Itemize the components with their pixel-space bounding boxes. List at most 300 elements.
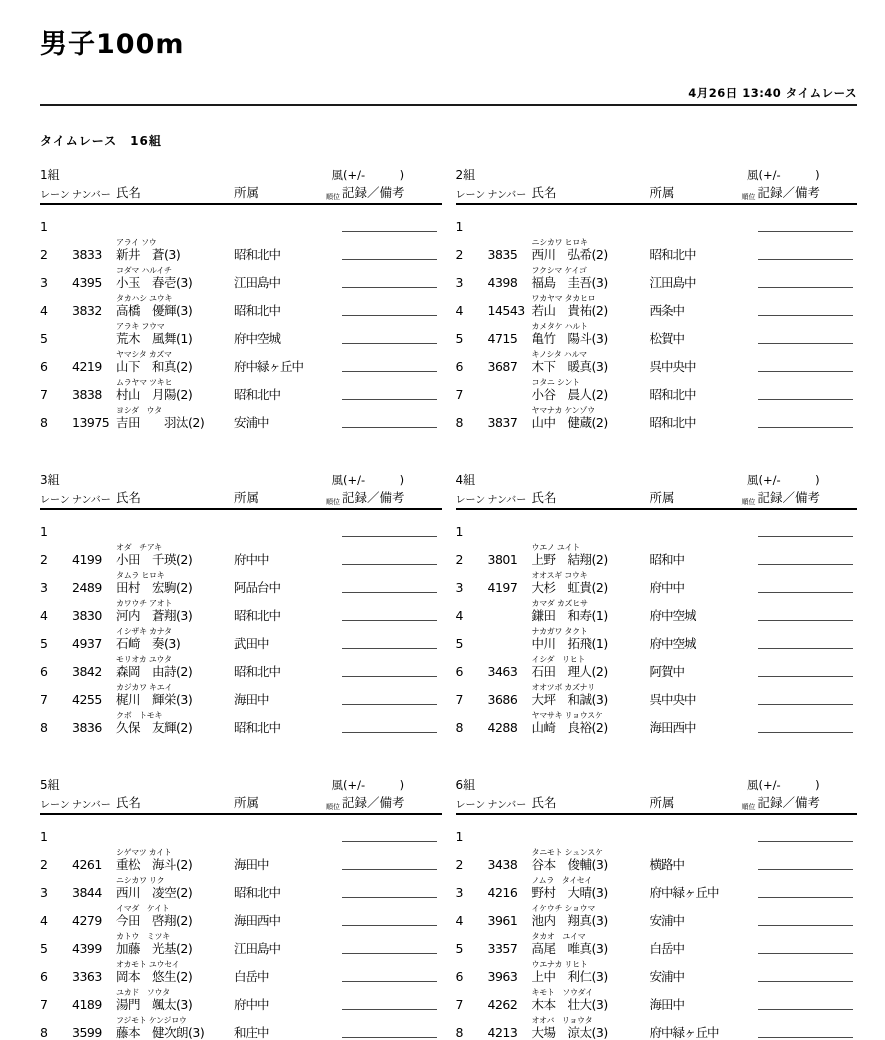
header-rule [40,85,857,106]
athlete-name-cell [116,711,234,735]
club-name: 安浦中 [234,415,269,430]
athlete-name: 今田 啓翔(2) [116,913,193,928]
wind-column-label: 風(+/- ) [331,168,405,182]
record-underline [342,426,437,428]
record-underline [758,342,853,344]
athlete-row [456,984,858,1012]
athlete-name-cell [532,266,650,290]
record-underline [342,563,437,565]
lane-number: 6 [455,359,464,374]
lane-number: 4 [455,913,464,928]
bib-number: 4213 [487,1025,518,1040]
club-column-header: 所属 [234,490,260,505]
furigana-label: ヨシダ ウタ [116,406,162,415]
record-underline [758,230,853,232]
athlete-row [40,872,442,900]
lane-number: 2 [455,857,464,872]
athlete-name: 岡本 悠生(2) [116,969,193,984]
name-column-header: 氏名 [116,490,142,505]
name-column-header: 氏名 [116,185,142,200]
lane-number: 5 [455,331,464,346]
record-underline [342,675,437,677]
athlete-name: 鎌田 和寿(1) [531,608,608,623]
number-column-header: ナンバー [487,800,527,811]
record-underline [342,980,437,982]
athlete-row [40,679,442,707]
athlete-row [456,514,858,539]
lane-number: 3 [40,275,48,290]
record-underline [758,647,853,649]
record-underline [758,731,853,733]
athlete-row [40,623,442,651]
lane-column-header: レーン [40,495,70,506]
athlete-name: 小谷 晨人(2) [531,387,608,402]
bib-number: 3363 [72,969,102,984]
furigana-label: ナカガワ タクト [531,627,588,636]
athlete-name-cell [116,932,234,956]
furigana-label: カトウ ミツキ [116,932,170,941]
heat-header [40,779,442,792]
athlete-name-cell [116,406,234,430]
club-name: 昭和北中 [234,387,281,402]
bib-number: 3838 [72,387,102,402]
athlete-row [456,374,858,402]
club-name: 昭和北中 [649,387,696,402]
athlete-row [40,900,442,928]
record-underline [758,591,853,593]
record-underline [342,924,437,926]
bib-number: 3833 [72,247,102,262]
furigana-label: ヤマナカ ケンゾウ [531,406,595,415]
bib-number: 13975 [72,415,110,430]
record-column-header: 記録／備考 [757,185,821,200]
furigana-label: カワウチ アオト [116,599,173,608]
athlete-row [40,567,442,595]
bib-number: 3801 [487,552,518,567]
lane-number: 8 [40,720,48,735]
club-name: 松賀中 [649,331,685,346]
athlete-name-cell [116,543,234,567]
record-underline [342,952,437,954]
furigana-label: コタニ シント [531,378,580,387]
club-name: 府中中 [234,997,269,1012]
record-underline [758,896,853,898]
club-name: 海田西中 [649,720,696,735]
heat-block [40,779,442,1040]
athlete-row [40,956,442,984]
athlete-name: 山中 健蔵(2) [531,415,608,430]
club-name: 海田中 [234,857,269,872]
record-underline [342,398,437,400]
athlete-name: 福島 圭吾(3) [531,275,608,290]
club-name: 安浦中 [649,913,685,928]
lane-column-header: レーン [455,190,486,201]
athlete-name-cell [532,599,650,623]
lane-number: 8 [40,415,48,430]
athlete-row [456,290,858,318]
athlete-name: 新井 蒼(3) [116,247,181,262]
heat-number-label: 4組 [455,473,476,487]
column-header-row [40,183,442,205]
furigana-label: アライ ソウ [116,238,157,247]
bib-number: 3463 [487,664,518,679]
lane-number: 5 [455,941,464,956]
athlete-name-cell [116,904,234,928]
club-name: 府中空城 [649,636,696,651]
athlete-name: 池内 翔真(3) [531,913,608,928]
heat-rows [40,514,442,735]
lane-number: 5 [40,636,48,651]
record-underline [342,535,437,537]
furigana-label: イケウチ ショウマ [531,904,596,913]
athlete-name: 大杉 虹貴(2) [531,580,608,595]
athlete-row [456,844,858,872]
lane-number: 4 [455,303,464,318]
heat-block [40,169,442,430]
heat-header [456,779,858,792]
bib-number: 3832 [72,303,102,318]
wind-column-label: 風(+/- ) [331,473,405,487]
lane-number: 2 [40,247,48,262]
athlete-name: 梶川 輝栄(3) [116,692,193,707]
bib-number: 3836 [72,720,102,735]
record-underline [758,1036,853,1038]
athlete-name-cell [116,238,234,262]
furigana-label: カマダ カズヒサ [531,599,588,608]
athlete-name-cell [532,406,650,430]
athlete-row [456,318,858,346]
record-column-header: 記録／備考 [342,795,405,810]
athlete-row [456,872,858,900]
club-name: 昭和北中 [649,247,696,262]
lane-number: 3 [40,885,48,900]
athlete-name-cell [532,350,650,374]
bib-number: 3961 [487,913,518,928]
club-name: 白岳中 [649,941,685,956]
rank-column-header: 順位 [326,803,340,811]
club-name: 昭和北中 [649,415,696,430]
athlete-name-cell [532,876,650,900]
lane-number: 2 [455,552,464,567]
heat-number-label: 3組 [40,473,60,487]
furigana-label: フクシマ ケイゴ [531,266,587,275]
athlete-row [456,209,858,234]
furigana-label: カメタケ ハルト [531,322,588,331]
furigana-label: ユカド ソウタ [116,988,170,997]
athlete-name-cell [116,960,234,984]
lane-number: 4 [40,913,48,928]
bib-number: 3837 [487,415,518,430]
athlete-row [456,595,858,623]
athlete-name-cell [532,904,650,928]
athlete-row [40,234,442,262]
heat-block [456,474,858,735]
athlete-name: 荒木 風舞(1) [116,331,193,346]
bib-number: 3835 [487,247,518,262]
athlete-row [40,651,442,679]
lane-number: 7 [455,692,464,707]
bib-number: 3830 [72,608,102,623]
furigana-label: キノシタ ハルマ [531,350,587,359]
athlete-name: 中川 拓飛(1) [531,636,608,651]
furigana-label: ウエノ ユイト [531,543,580,552]
athlete-row [456,234,858,262]
furigana-label: タニモト シュンスケ [531,848,603,857]
athlete-name-cell [116,655,234,679]
athlete-row [456,679,858,707]
heat-rows [456,209,858,430]
furigana-label: ノムラ タイセイ [531,876,592,885]
athlete-row [456,651,858,679]
lane-number: 7 [455,387,464,402]
athlete-row [40,707,442,735]
athlete-row [40,346,442,374]
heat-number-label: 1組 [40,168,60,182]
lane-number: 5 [40,331,48,346]
heat-number-label: 2組 [455,168,476,182]
bib-number: 4197 [487,580,518,595]
bib-number: 3599 [72,1025,102,1040]
athlete-row [456,346,858,374]
lane-column-header: レーン [40,800,70,811]
club-name: 阿品台中 [234,580,281,595]
bib-number: 4395 [72,275,102,290]
heat-block [456,169,858,430]
athlete-name-cell [116,683,234,707]
athlete-name-cell [116,988,234,1012]
lane-number: 3 [455,275,464,290]
athlete-name-cell [532,543,650,567]
athlete-name: 村山 月陽(2) [116,387,193,402]
heat-block [456,779,858,1040]
lane-column-header: レーン [40,190,70,201]
lane-column-header: レーン [455,495,486,506]
bib-number: 3963 [487,969,518,984]
club-name: 昭和北中 [234,608,281,623]
athlete-row [40,374,442,402]
club-name: 和庄中 [234,1025,269,1040]
athlete-name: 吉田 羽汰(2) [116,415,205,430]
lane-number: 3 [455,580,464,595]
athlete-name: 上中 利仁(3) [531,969,608,984]
record-underline [758,952,853,954]
furigana-label: イマダ ケイト [116,904,170,913]
athlete-name: 重松 海斗(2) [116,857,193,872]
lane-number: 5 [455,636,464,651]
wind-column-label: 風(+/- ) [747,473,820,487]
record-column-header: 記録／備考 [757,490,821,505]
club-name: 府中緑ヶ丘中 [649,885,719,900]
record-underline [758,924,853,926]
athlete-name-cell [532,294,650,318]
athlete-name: 大場 涼太(3) [531,1025,608,1040]
club-name: 昭和北中 [234,720,281,735]
rank-column-header: 順位 [326,498,340,506]
athlete-name-cell [532,378,650,402]
bib-number: 3438 [487,857,518,872]
race-summary: タイムレース 16組 [40,134,162,148]
athlete-name: 久保 友輝(2) [116,720,193,735]
heat-number-label: 6組 [455,778,476,792]
heat-header [456,474,858,487]
bib-number: 4199 [72,552,102,567]
record-underline [758,868,853,870]
athlete-name-cell [532,238,650,262]
furigana-label: フジモト ケンジロウ [116,1016,187,1025]
lane-number: 1 [455,219,464,234]
wind-column-label: 風(+/- ) [747,168,820,182]
record-underline [758,703,853,705]
bib-number: 4398 [487,275,518,290]
furigana-label: シゲマツ カイト [116,848,172,857]
athlete-name: 上野 結翔(2) [531,552,608,567]
record-underline [758,840,853,842]
lane-number: 1 [455,829,464,844]
furigana-label: ニシカワ ヒロキ [531,238,588,247]
bib-number: 4261 [72,857,102,872]
athlete-name: 高尾 唯真(3) [531,941,608,956]
athlete-row [40,844,442,872]
record-underline [342,731,437,733]
club-name: 海田中 [649,997,685,1012]
club-name: 呉中央中 [649,359,696,374]
lane-number: 7 [40,692,48,707]
furigana-label: オオバ リョウタ [531,1016,593,1025]
bib-number: 4219 [72,359,102,374]
club-name: 江田島中 [234,275,281,290]
heat-rows [40,819,442,1040]
athlete-name-cell [116,266,234,290]
furigana-label: クボ トモキ [116,711,163,720]
lane-number: 3 [40,580,48,595]
page-title: 男子100m [40,29,185,60]
lane-number: 7 [40,997,48,1012]
record-underline [758,370,853,372]
athlete-row [456,402,858,430]
number-column-header: ナンバー [487,495,527,506]
record-underline [758,535,853,537]
record-underline [342,370,437,372]
athlete-row [456,539,858,567]
bib-number: 4937 [72,636,102,651]
athlete-name-cell [532,683,650,707]
lane-number: 1 [40,829,48,844]
athlete-name-cell [532,711,650,735]
bib-number: 4279 [72,913,102,928]
column-header-row [456,488,858,510]
athlete-name-cell [116,1016,234,1040]
record-underline [342,619,437,621]
bib-number: 3686 [487,692,518,707]
lane-column-header: レーン [455,800,486,811]
athlete-name: 藤本 健次朗(3) [116,1025,205,1040]
athlete-name: 野村 大晴(3) [531,885,608,900]
lane-number: 2 [40,552,48,567]
column-header-row [40,488,442,510]
lane-number: 7 [40,387,48,402]
athlete-row [40,595,442,623]
heat-rows [456,819,858,1040]
athlete-name-cell [532,627,650,651]
furigana-label: オオスギ コウキ [531,571,588,580]
lane-number: 6 [40,664,48,679]
heat-block [40,474,442,735]
athlete-name-cell [116,848,234,872]
record-underline [758,675,853,677]
heat-header [40,169,442,182]
furigana-label: ヤマサキ リョウスケ [531,711,603,720]
furigana-label: カジカワ キエイ [116,683,173,692]
athlete-name-cell [116,571,234,595]
bib-number: 4399 [72,941,102,956]
athlete-row [456,819,858,844]
club-name: 府中空城 [234,331,281,346]
club-name: 府中中 [234,552,269,567]
rank-column-header: 順位 [326,193,340,201]
club-name: 海田中 [234,692,269,707]
furigana-label: イシダ リヒト [531,655,586,664]
lane-number: 2 [455,247,464,262]
athlete-name: 小玉 春壱(3) [116,275,193,290]
record-underline [342,703,437,705]
bib-number: 3357 [487,941,518,956]
lane-number: 6 [455,969,464,984]
record-underline [342,342,437,344]
number-column-header: ナンバー [487,190,527,201]
athlete-name: 石田 理人(2) [531,664,608,679]
lane-number: 4 [455,608,464,623]
record-underline [342,314,437,316]
athlete-name-cell [116,599,234,623]
bib-number: 4255 [72,692,102,707]
athlete-name: 湯門 颯太(3) [116,997,193,1012]
athlete-name: 木下 暖真(3) [531,359,608,374]
lane-number: 4 [40,303,48,318]
heat-header [456,169,858,182]
athlete-row [456,623,858,651]
club-name: 府中中 [649,580,685,595]
record-underline [342,840,437,842]
athlete-row [456,900,858,928]
athlete-row [40,819,442,844]
club-name: 江田島中 [234,941,281,956]
club-name: 横路中 [649,857,685,872]
club-column-header: 所属 [649,185,675,200]
heat-rows [40,209,442,430]
athlete-name: 加藤 光基(2) [116,941,193,956]
heat-number-label: 5組 [40,778,60,792]
bib-number: 3687 [487,359,518,374]
datetime-label: 4月26日 13:40 タイムレース [688,86,857,100]
athlete-name: 亀竹 陽斗(3) [531,331,608,346]
furigana-label: オカモト ユウセイ [116,960,180,969]
record-underline [342,868,437,870]
rank-column-header: 順位 [741,193,756,201]
lane-number: 6 [455,664,464,679]
athlete-row [40,539,442,567]
record-column-header: 記録／備考 [757,795,821,810]
furigana-label: イシザキ カナタ [116,627,172,636]
club-column-header: 所属 [234,795,260,810]
club-name: 阿賀中 [649,664,685,679]
club-name: 府中緑ヶ丘中 [234,359,304,374]
athlete-name: 河内 蒼翔(3) [116,608,193,623]
lane-number: 8 [455,415,464,430]
column-header-row [456,793,858,815]
lane-number: 7 [455,997,464,1012]
club-column-header: 所属 [234,185,260,200]
club-column-header: 所属 [649,795,675,810]
